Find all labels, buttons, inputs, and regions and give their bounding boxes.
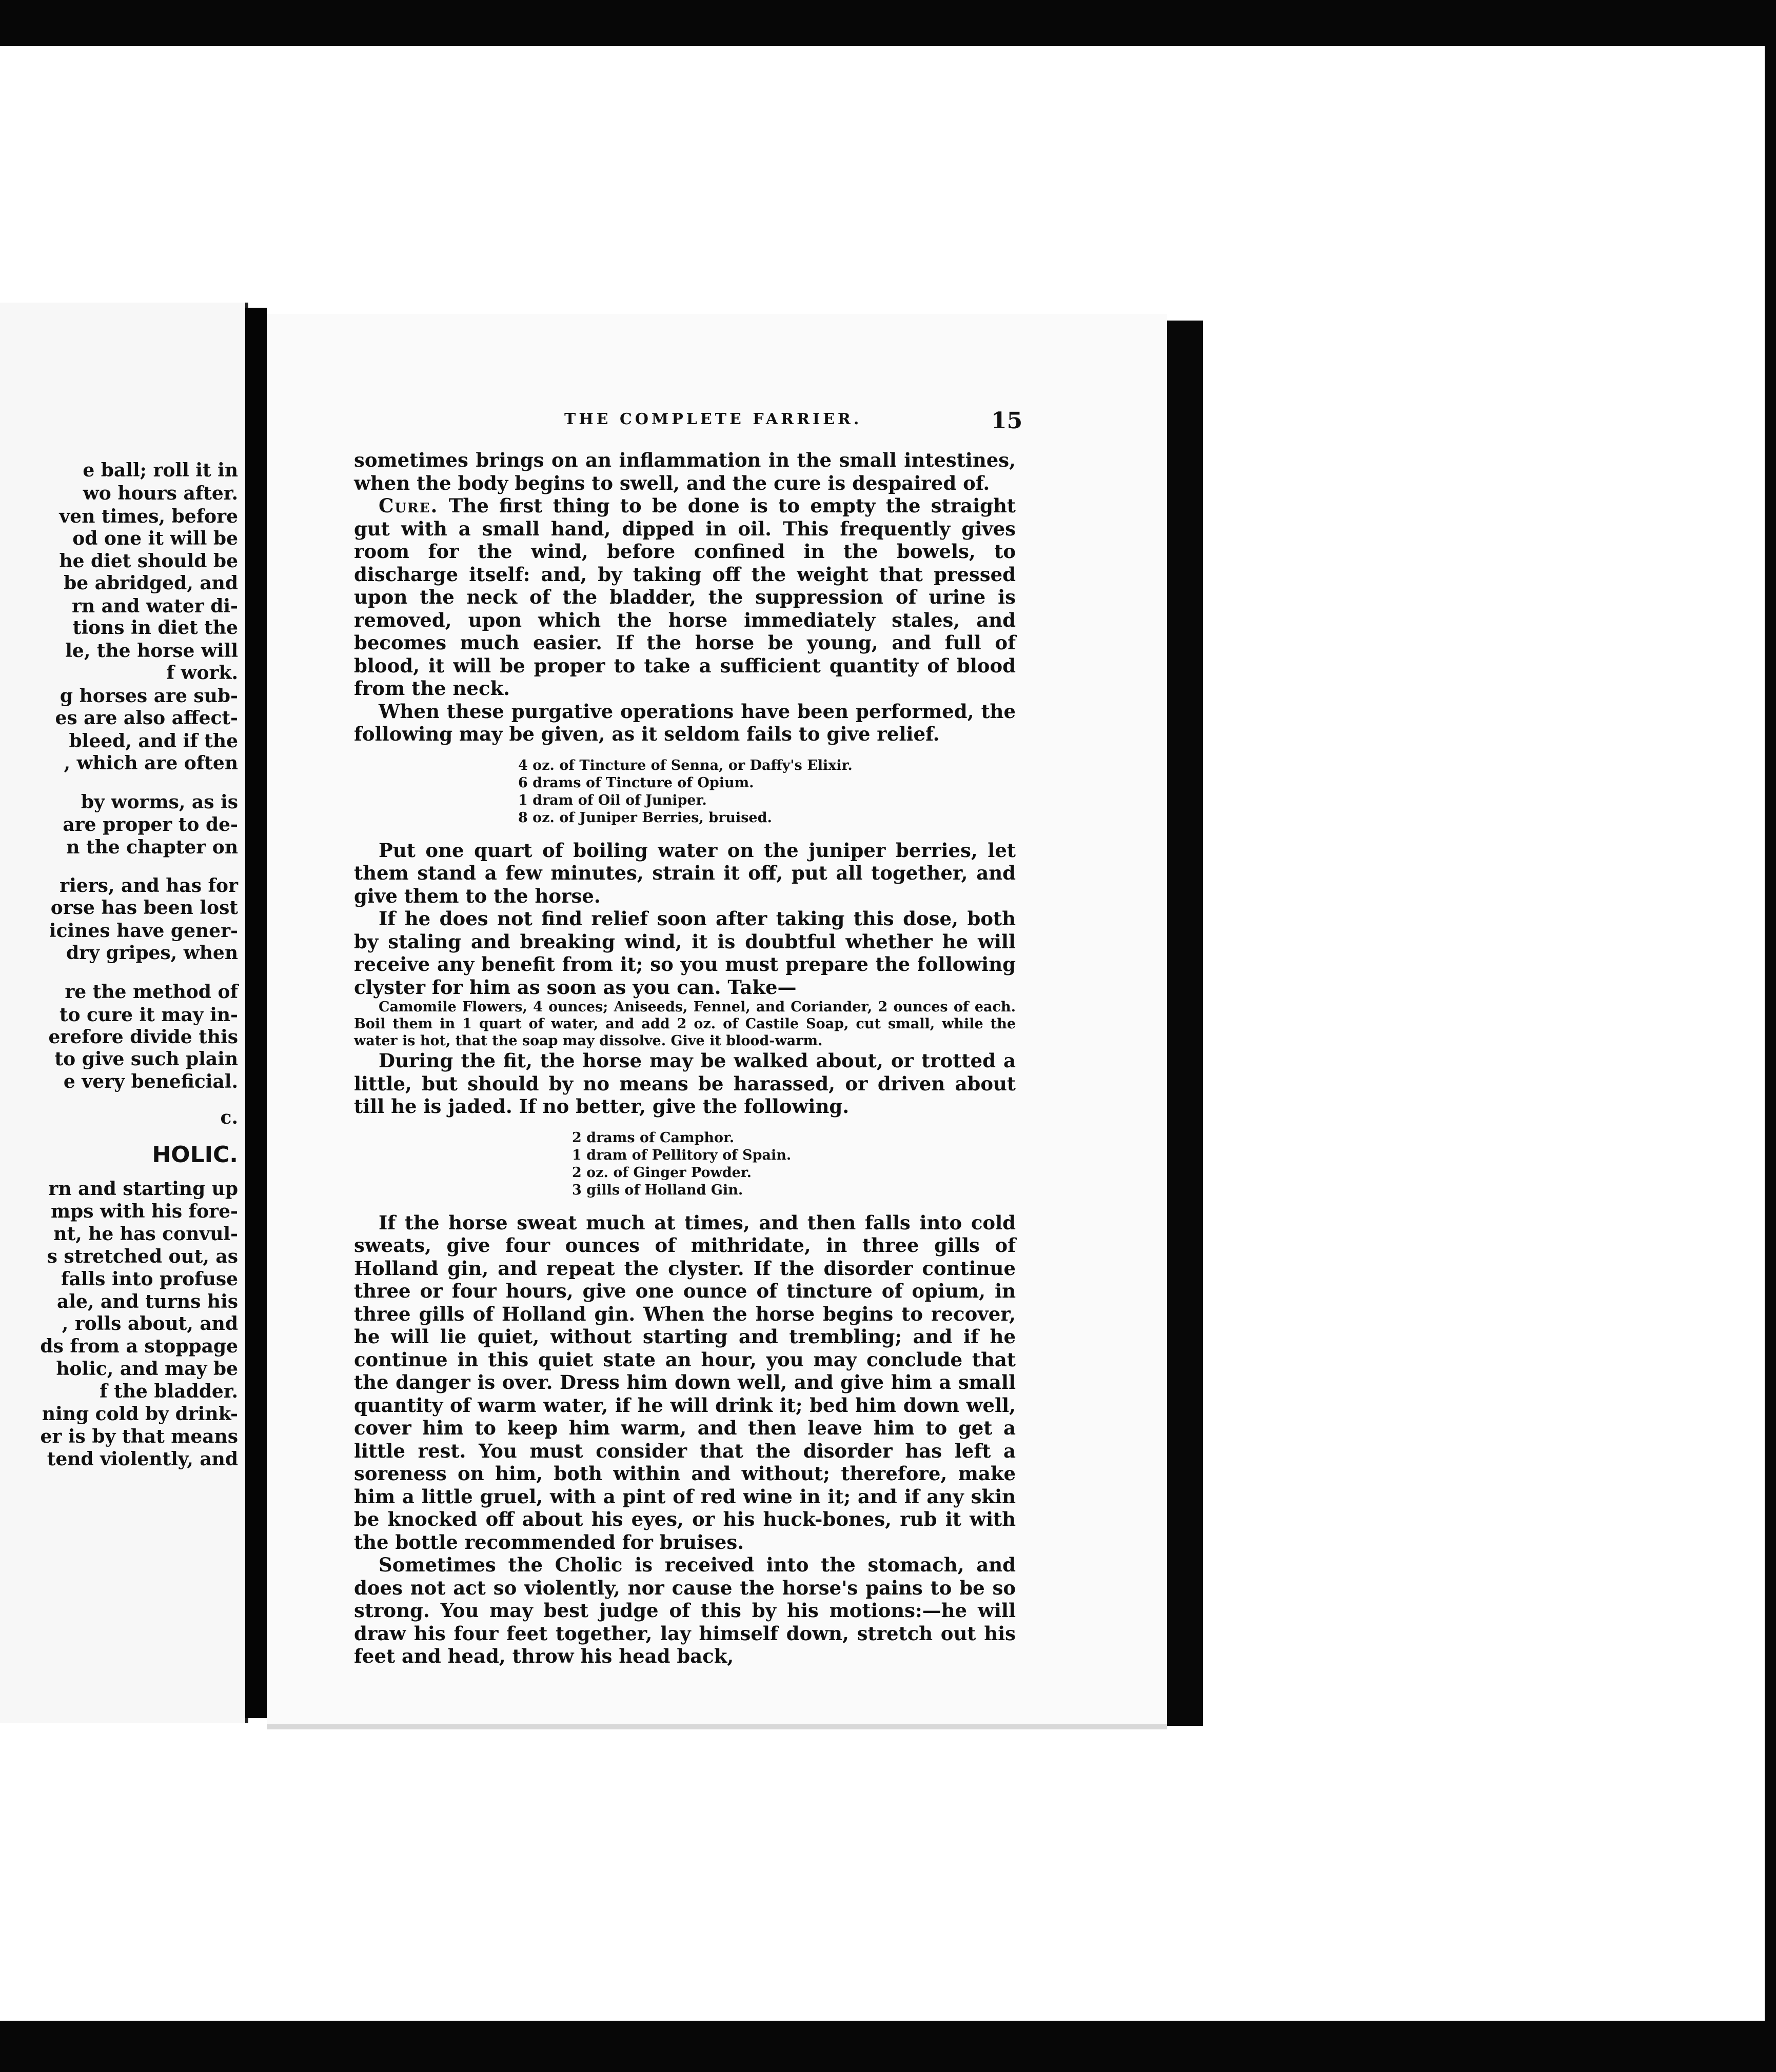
left-page-line: ale, and turns his [56,1291,238,1312]
clyster-recipe: Camomile Flowers, 4 ounces; Aniseeds, Fennel, and Coriander, 2 ounces of each. Boil them in 1 quart of water, and add 2 oz. of Castile Soap, cut small, while the water is hot, that the soap may dissolve. Give it blood-warm. [354,999,1016,1049]
left-page-line: tions in diet the [72,617,238,639]
left-page-line: mps with his fore- [50,1201,238,1222]
paragraph: During the fit, the horse may be walked about, or trotted a little, but should by no means be harassed, or driven about till he is jaded. If no better, give the following. [354,1049,1016,1118]
recipe-item: 4 oz. of Tincture of Senna, or Daffy's Elixir. [518,757,853,773]
left-page-heading: HOLIC. [152,1142,238,1168]
left-page-line: falls into profuse [61,1268,238,1290]
left-page-line: n the chapter on [66,836,238,858]
cure-label: Cure. [379,494,439,517]
left-page-line: wo hours after. [83,483,238,504]
left-page-line: erefore divide this [48,1026,238,1048]
left-page-line: le, the horse will [65,640,238,662]
recipe-item: 6 drams of Tincture of Opium. [518,774,754,791]
left-page-line: rn and starting up [48,1178,238,1200]
running-head: THE COMPLETE FARRIER. [564,410,862,428]
recipe-list [518,757,1016,827]
paragraph: When these purgative operations have been performed, the following may be given, as it seldom fails to give relief. [354,700,1016,745]
scan-border-bottom [0,2021,1776,2072]
left-page-line: are proper to de- [63,814,238,835]
left-page-line: f work. [166,662,238,684]
left-page-line: es are also affect- [55,707,238,729]
recipe-item: 8 oz. of Juniper Berries, bruised. [518,809,772,826]
left-page-line: er is by that means [40,1426,238,1447]
left-page-line: be abridged, and [64,572,238,594]
page-edge-shadow [1167,321,1203,1726]
left-page-line: orse has been lost [50,897,238,919]
paragraph: sometimes brings on an inflammation in the small intestines, when the body begins to swell, and the cure is despaired of. [354,449,1016,494]
recipe-item: 3 gills of Holland Gin. [572,1182,743,1198]
paragraph-cure [354,494,1016,700]
left-page-line: to give such plain [54,1048,238,1070]
left-page-line: ning cold by drink- [42,1403,238,1425]
left-page-line: c. [220,1107,238,1128]
left-page-line: e ball; roll it in [83,460,238,481]
left-page-line: ven times, before [59,506,238,527]
left-page-line: dry gripes, when [66,942,238,964]
left-page-line: , rolls about, and [62,1313,238,1334]
book-gutter [245,308,267,1718]
paragraph: If the horse sweat much at times, and then falls into cold sweats, give four ounces of mithridate, in three gills of Holland gin, and repeat the clyster. If the disorder continue three or four hours, give one ounce of tincture of opium, in three gills of Holland gin. When the horse begins to recover, he will lie quiet, without starting and trembling; and if he continue in this quiet state an hour, you may conclude that the danger is over. Dress him down well, and give him a small quantity of warm water, if he will drink it; bed him down well, cover him to keep him warm, and then leave him to get a little rest. You must consider that the disorder has left a soreness on him, both within and without; therefore, make him a little gruel, with a pint of red wine in it; and if any skin be knocked off about his eyes, or his huck-bones, rub it with the bottle recommended for bruises. [354,1211,1016,1553]
recipe-item: 2 drams of Camphor. [572,1129,735,1146]
left-page-line: re the method of [65,981,238,1003]
left-page-line: rn and water di- [71,595,238,617]
paragraph: If he does not find relief soon after taking this dose, both by staling and breaking wind, it is doubtful whether he will receive any benefit from it; so you must prepare the following clyster for him as soon as you can. Take— [354,907,1016,999]
left-page-line: to cure it may in- [59,1004,238,1026]
left-page-line: bleed, and if the [69,730,238,752]
left-page-line: he diet should be [59,550,238,572]
left-page [0,303,248,1723]
left-page-line: holic, and may be [56,1358,238,1380]
left-page-line: s stretched out, as [47,1246,238,1267]
scan-border-right [1765,0,1776,2072]
page-body [354,449,1016,1668]
left-page-line: ds from a stoppage [40,1336,238,1357]
left-page-line: f the bladder. [100,1381,238,1402]
paragraph: Sometimes the Cholic is received into the stomach, and does not act so violently, nor cause the horse's pains to be so strong. You may best judge of this by his motions:—he will draw his four feet together, lay himself down, stretch out his feet and head, throw his head back, [354,1553,1016,1667]
recipe-item: 2 oz. of Ginger Powder. [572,1164,752,1181]
scan-border-top [0,0,1776,46]
left-page-line: od one it will be [72,528,238,549]
paragraph: Put one quart of boiling water on the juniper berries, let them stand a few minutes, strain it off, put all together, and give them to the horse. [354,839,1016,907]
left-page-line: e very beneficial. [63,1071,238,1092]
left-page-line: nt, he has convul- [53,1223,238,1245]
recipe-item: 1 dram of Oil of Juniper. [518,792,707,808]
left-page-line: tend violently, and [47,1448,238,1470]
left-page-line: icines have gener- [49,920,238,942]
recipe-item: 1 dram of Pellitory of Spain. [572,1147,792,1163]
page-number: 15 [991,408,1023,434]
recipe-list [572,1129,1016,1199]
left-page-line: riers, and has for [60,875,238,896]
left-page-line: , which are often [64,752,238,774]
left-page-line: by worms, as is [81,791,238,813]
paragraph-text: The first thing to be done is to empty the straight gut with a small hand, dipped in oil. This frequently gives room for the wind, before confined in the bowels, to discharge itself: and, by taking off the weight that pressed upon the neck of the bladder, the suppression of urine is removed, upon which the horse immediately stales, and becomes much easier. If the horse be young, and full of blood, it will be proper to take a sufficient quantity of blood from the neck. [354,494,1016,700]
left-page-line: g horses are sub- [60,685,238,707]
